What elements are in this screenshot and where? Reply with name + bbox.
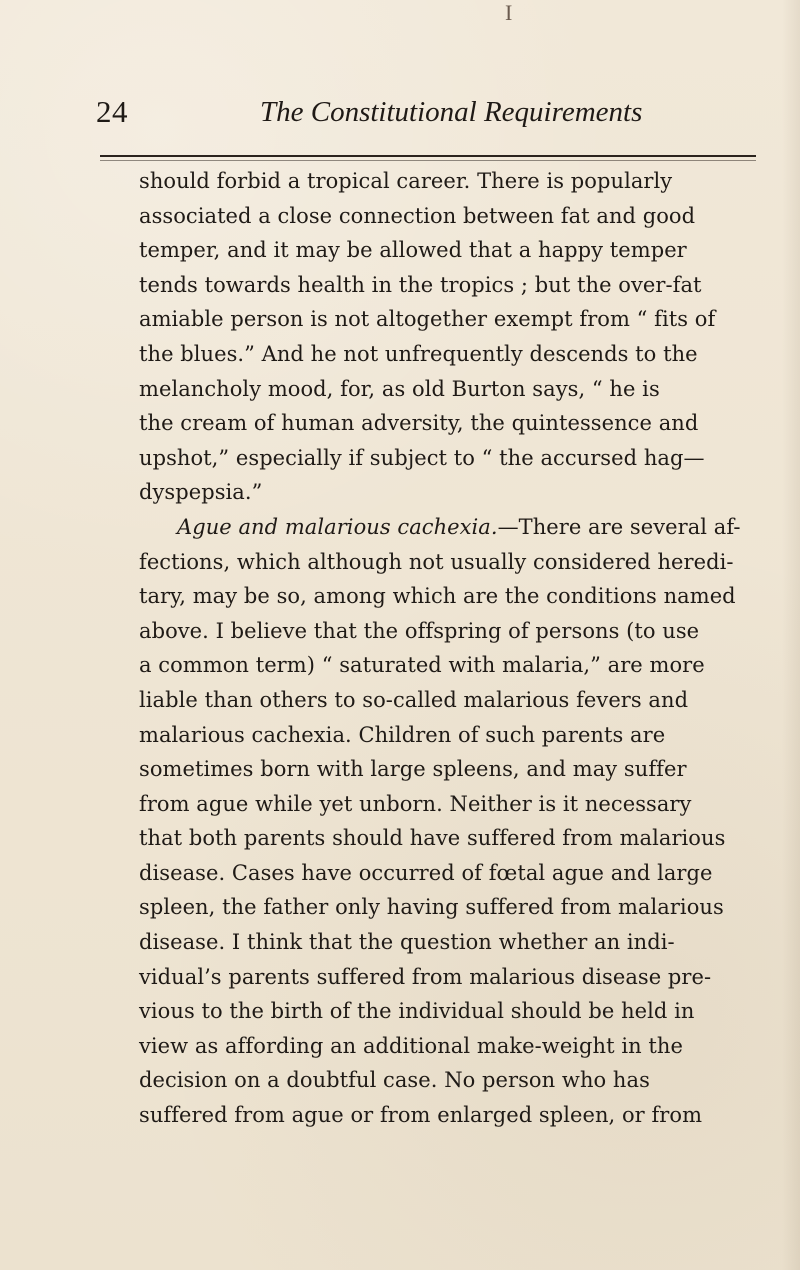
- text-line: sometimes born with large spleens, and may suffer: [139, 757, 687, 782]
- text-line: tends towards health in the tropics ; but the over-fat: [139, 272, 702, 297]
- text-line: disease. I think that the question whether an indi-: [139, 930, 675, 955]
- running-head: The Constitutional Requirements: [260, 96, 643, 128]
- top-margin-mark: I: [505, 0, 513, 25]
- paragraph-heading: Ague and malarious cachexia.: [177, 514, 498, 539]
- header-rule-shadow: [100, 160, 756, 161]
- main-text: [139, 164, 759, 1133]
- paragraph-heading-suffix: —There are several af-: [497, 514, 741, 539]
- text-line: associated a close connection between fat and good: [139, 203, 696, 228]
- text-line: the cream of human adversity, the quintessence and: [139, 411, 699, 436]
- text-line: dyspepsia.”: [139, 480, 263, 505]
- text-line: the blues.” And he not unfrequently descends to the: [139, 341, 698, 366]
- text-line: from ague while yet unborn. Neither is it necessary: [139, 791, 692, 816]
- header-rule: [100, 155, 756, 157]
- page-header: [96, 96, 760, 134]
- paragraph-heading-line: [139, 510, 759, 545]
- text-line: should forbid a tropical career. There is popularly: [139, 169, 673, 193]
- text-line: amiable person is not altogether exempt from “ fits of: [139, 307, 716, 332]
- text-line: upshot,” especially if subject to “ the accursed hag—: [139, 445, 705, 470]
- page-number: 24: [96, 94, 128, 129]
- text-line: temper, and it may be allowed that a happy temper: [139, 238, 687, 263]
- text-line: suffered from ague or from enlarged spleen, or from: [139, 1103, 703, 1128]
- text-line: tary, may be so, among which are the conditions named: [139, 584, 736, 609]
- text-line: a common term) “ saturated with malaria,” are more: [139, 653, 705, 678]
- text-line: vious to the birth of the individual should be held in: [139, 999, 695, 1024]
- text-line: disease. Cases have occurred of fœtal ague and large: [139, 860, 713, 885]
- text-line: that both parents should have suffered from malarious: [139, 826, 726, 851]
- page-edge-shadow: [782, 0, 800, 1270]
- text-line: vidual’s parents suffered from malarious disease pre-: [139, 964, 712, 989]
- text-line: fections, which although not usually considered heredi-: [139, 549, 734, 574]
- text-line: spleen, the father only having suffered from malarious: [139, 895, 724, 920]
- text-line: liable than others to so-called malarious fevers and: [139, 687, 689, 712]
- text-line: above. I believe that the offspring of persons (to use: [139, 618, 700, 643]
- text-line: view as affording an additional make-weight in the: [139, 1033, 683, 1058]
- text-line: melancholy mood, for, as old Burton says, “ he is: [139, 376, 660, 401]
- text-line: decision on a doubtful case. No person who has: [139, 1068, 650, 1093]
- text-line: malarious cachexia. Children of such parents are: [139, 722, 666, 747]
